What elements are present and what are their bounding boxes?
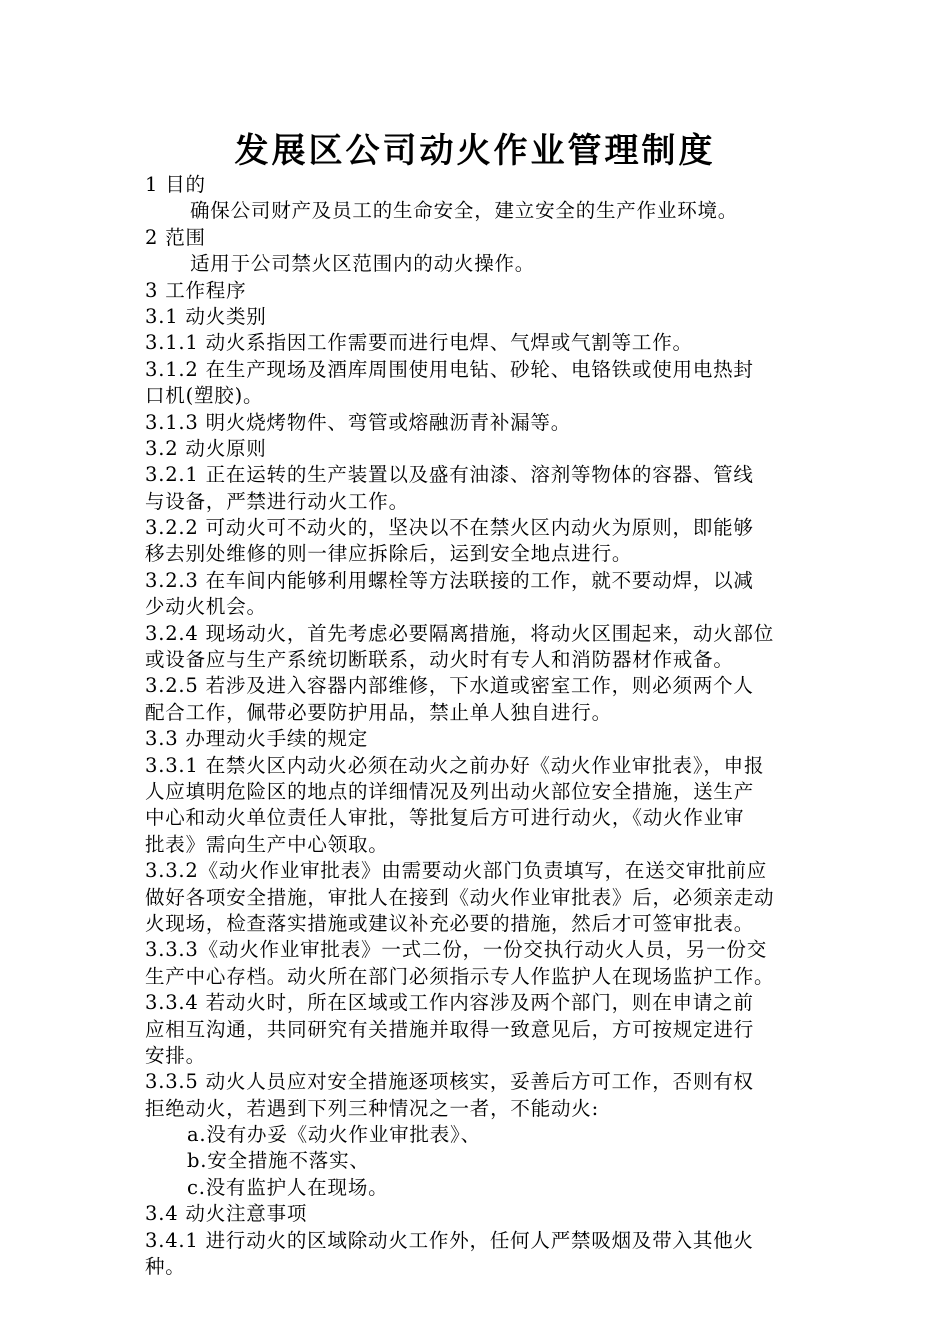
text-line: 3.2.3 在车间内能够利用螺栓等方法联接的工作，就不要动焊，以减 bbox=[145, 568, 754, 592]
text-line: 3.3.3《动火作业审批表》一式二份，一份交执行动火人员，另一份交 bbox=[145, 938, 768, 962]
text-line: 与设备，严禁进行动火工作。 bbox=[145, 489, 409, 513]
text-line: 3.1.2 在生产现场及酒库周围使用电钻、砂轮、电铬铁或使用电热封 bbox=[145, 357, 754, 381]
text-line: a.没有办妥《动火作业审批表》、 bbox=[187, 1123, 481, 1147]
text-line: 种。 bbox=[145, 1255, 186, 1279]
text-line: 3.2 动火原则 bbox=[145, 436, 267, 460]
text-line: 配合工作，佩带必要防护用品，禁止单人独自进行。 bbox=[145, 700, 612, 724]
text-line: 或设备应与生产系统切断联系，动火时有专人和消防器材作戒备。 bbox=[145, 648, 734, 672]
text-line: 3.4 动火注意事项 bbox=[145, 1202, 308, 1226]
text-line: b.安全措施不落实、 bbox=[187, 1149, 370, 1173]
text-line: 3.3.4 若动火时，所在区域或工作内容涉及两个部门，则在申请之前 bbox=[145, 991, 754, 1015]
text-line: 3.2.5 若涉及进入容器内部维修，下水道或密室工作，则必须两个人 bbox=[145, 674, 754, 698]
document-title: 发展区公司动火作业管理制度 bbox=[234, 131, 716, 171]
text-line: 口机(塑胶)。 bbox=[145, 384, 264, 408]
text-line: 3.2.1 正在运转的生产装置以及盛有油漆、溶剂等物体的容器、管线 bbox=[145, 463, 754, 487]
text-line: 火现场，检查落实措施或建议补充必要的措施，然后才可签审批表。 bbox=[145, 911, 755, 935]
text-line: 拒绝动火，若遇到下列三种情况之一者，不能动火: bbox=[145, 1096, 599, 1120]
text-line: 3.2.4 现场动火，首先考虑必要隔离措施，将动火区围起来，动火部位 bbox=[145, 621, 775, 645]
text-line: 3 工作程序 bbox=[145, 278, 247, 302]
text-line: 确保公司财产及员工的生命安全，建立安全的生产作业环境。 bbox=[190, 199, 739, 223]
text-line: 3.2.2 可动火可不动火的，坚决以不在禁火区内动火为原则，即能够 bbox=[145, 516, 754, 540]
text-line: 3.3 办理动火手续的规定 bbox=[145, 727, 369, 751]
text-line: 中心和动火单位责任人审批，等批复后方可进行动火，《动火作业审 bbox=[145, 806, 745, 830]
text-line: c.没有监护人在现场。 bbox=[187, 1175, 389, 1199]
text-line: 生产中心存档。动火所在部门必须指示专人作监护人在现场监护工作。 bbox=[145, 964, 775, 988]
text-line: 3.1 动火类别 bbox=[145, 304, 267, 328]
text-line: 3.4.1 进行动火的区域除动火工作外，任何人严禁吸烟及带入其他火 bbox=[145, 1228, 754, 1252]
text-line: 安排。 bbox=[145, 1043, 206, 1067]
text-line: 3.3.2《动火作业审批表》由需要动火部门负责填写，在送交审批前应 bbox=[145, 859, 768, 883]
text-line: 适用于公司禁火区范围内的动火操作。 bbox=[190, 252, 536, 276]
text-line: 1 目的 bbox=[145, 173, 206, 196]
text-line: 3.3.5 动火人员应对安全措施逐项核实，妥善后方可工作，否则有权 bbox=[145, 1070, 754, 1094]
text-line: 人应填明危险区的地点的详细情况及列出动火部位安全措施，送生产 bbox=[145, 779, 755, 803]
text-line: 批表》需向生产中心领取。 bbox=[145, 832, 389, 856]
text-line: 3.1.3 明火烧烤物件、弯管或熔融沥青补漏等。 bbox=[145, 410, 572, 434]
text-line: 应相互沟通，共同研究有关措施并取得一致意见后，方可按规定进行 bbox=[145, 1017, 755, 1041]
text-line: 2 范围 bbox=[145, 225, 206, 249]
text-line: 3.1.1 动火系指因工作需要而进行电焊、气焊或气割等工作。 bbox=[145, 331, 693, 355]
text-line: 3.3.1 在禁火区内动火必须在动火之前办好《动火作业审批表》，申报 bbox=[145, 753, 765, 777]
text-line: 少动火机会。 bbox=[145, 595, 267, 619]
text-line: 移去别处维修的则一律应拆除后，运到安全地点进行。 bbox=[145, 542, 633, 566]
document-body bbox=[145, 172, 815, 1280]
text-line: 做好各项安全措施，审批人在接到《动火作业审批表》后，必须亲走动 bbox=[145, 885, 775, 909]
